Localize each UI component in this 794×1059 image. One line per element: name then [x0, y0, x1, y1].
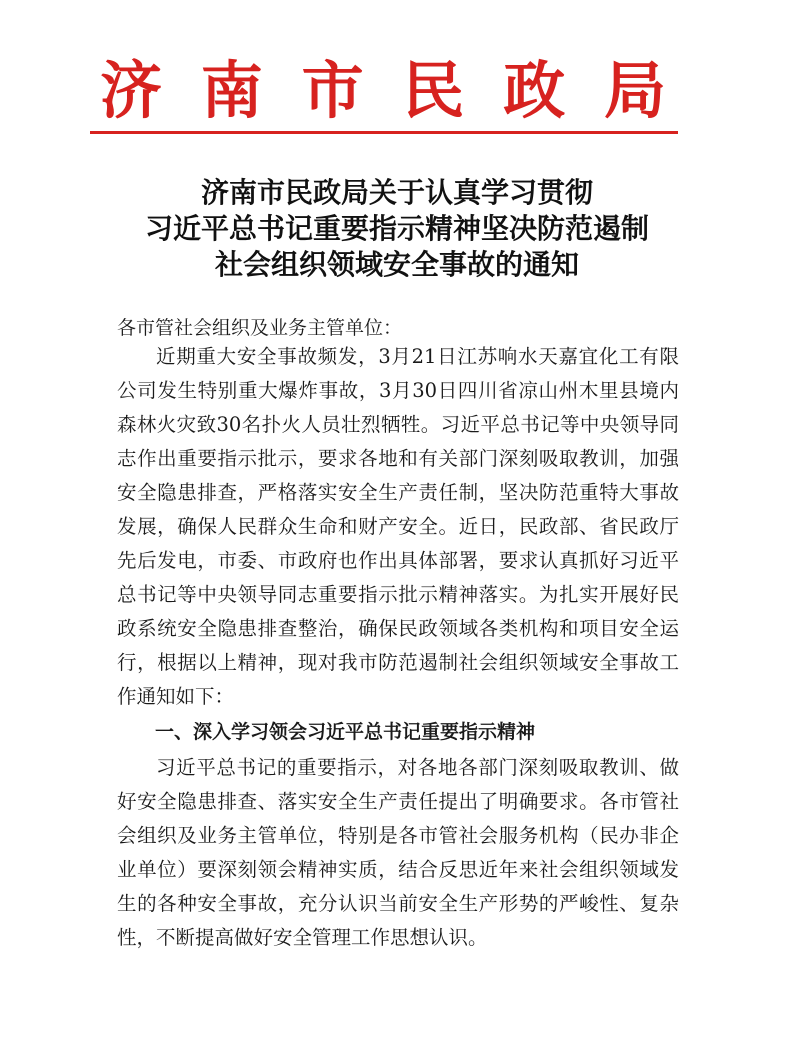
- title-line: 社会组织领域安全事故的通知: [214, 248, 579, 281]
- body-paragraph: 习近平总书记的重要指示，对各地各部门深刻吸取教训、做好安全隐患排查、落实安全生产责任提出了明确要求。各市管社会组织及业务主管单位，特别是各市管社会服务机构（民办非企业单位）要深刻领会精神实质，结合反思近年来社会组织领域发生的各种安全事故，充分认识当前安全生产形势的严峻性、复杂性，不断提高做好安全管理工作思想认识。: [117, 756, 679, 949]
- title-line: 济南市民政局关于认真学习贯彻: [200, 176, 593, 209]
- section-heading: 一、深入学习领会习近平总书记重要指示精神: [155, 721, 536, 743]
- masthead-org-name: [100, 55, 666, 127]
- salutation: 各市管社会组织及业务主管单位：: [117, 317, 403, 339]
- masthead-char: 民: [402, 54, 465, 127]
- masthead-char: 局: [603, 54, 666, 127]
- masthead-char: 济: [100, 54, 163, 127]
- body-paragraph: 近期重大安全事故频发，3月21日江苏响水天嘉宜化工有限公司发生特别重大爆炸事故，3月30日四川省凉山州木里县境内森林火灾致30名扑火人员壮烈牺牲。习近平总书记等中央领导同志作出重要指示批示，要求各地和有关部门深刻吸取教训，加强安全隐患排查，严格落实安全生产责任制，坚决防范重特大事故发展，确保人民群众生命和财产安全。近日，民政部、省民政厅先后发电，市委、市政府也作出具体部署，要求认真抓好习近平总书记等中央领导同志重要指示批示精神落实。为扎实开展好民政系统安全隐患排查整治，确保民政领域各类机构和项目安全运行，根据以上精神，现对我市防范遏制社会组织领域安全事故工作通知如下：: [117, 345, 679, 708]
- title-line: 习近平总书记重要指示精神坚决防范遏制: [144, 212, 649, 245]
- document-title: [60, 175, 734, 283]
- masthead-char: 南: [200, 54, 263, 127]
- masthead-char: 政: [503, 54, 566, 127]
- masthead-char: 市: [301, 54, 364, 127]
- red-header-rule: [90, 131, 678, 134]
